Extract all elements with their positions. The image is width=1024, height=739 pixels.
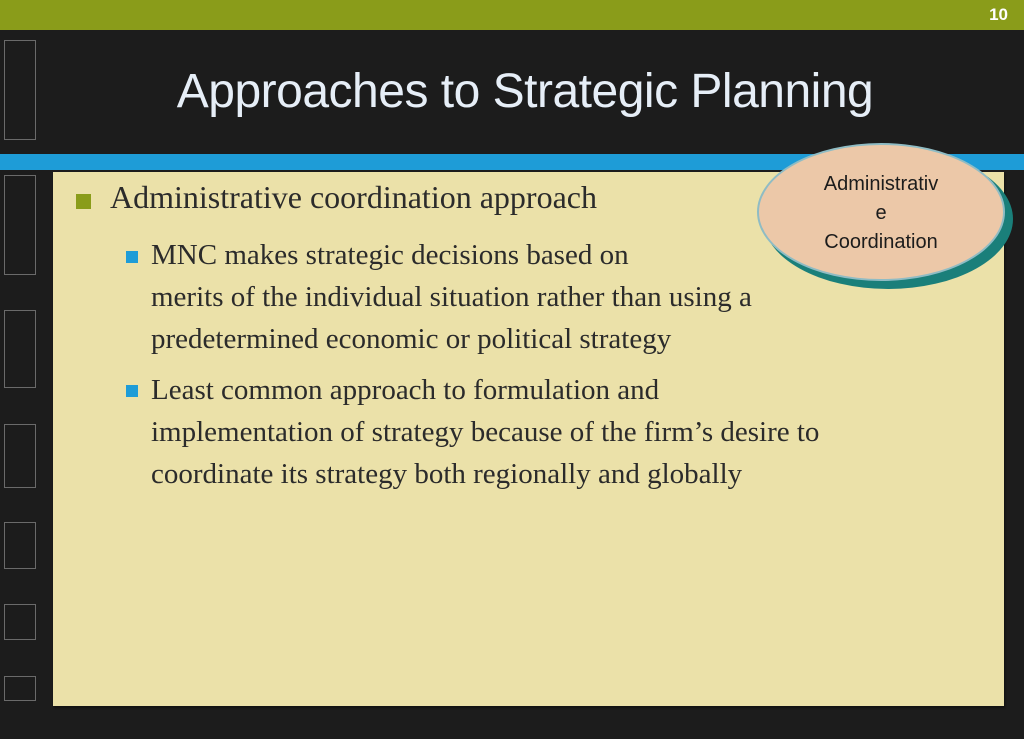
side-decoration-box — [4, 676, 36, 701]
title-area — [0, 30, 1024, 154]
top-accent-bar — [0, 0, 1024, 30]
sub-bullet-2 — [151, 369, 981, 495]
callout-line: e — [875, 202, 887, 224]
side-decoration-box — [4, 424, 36, 488]
sub-bullet-line: merits of the individual situation rather than using a — [151, 281, 752, 313]
bullet-square-icon — [76, 194, 91, 209]
bullet-square-icon — [126, 251, 138, 263]
callout-line: Coordination — [824, 231, 938, 253]
bullet-heading: Administrative coordination approach — [110, 179, 597, 215]
side-decoration-box — [4, 175, 36, 275]
side-decoration-box — [4, 604, 36, 640]
slide-title: Approaches to Strategic Planning — [176, 65, 874, 118]
side-decoration-box — [4, 40, 36, 140]
sub-bullet-line: predetermined economic or political strategy — [151, 323, 672, 355]
slide-number: 10 — [989, 5, 1008, 24]
bullet-square-icon — [126, 385, 138, 397]
callout-line: Administrativ — [823, 173, 939, 195]
sub-bullet-line: Least common approach to formulation and — [151, 374, 660, 406]
callout-label — [800, 170, 962, 257]
side-decoration-box — [4, 310, 36, 388]
sub-bullet-line: MNC makes strategic decisions based on — [151, 239, 629, 271]
side-decoration-box — [4, 522, 36, 569]
sub-bullet-line: coordinate its strategy both regionally and globally — [151, 458, 743, 490]
sub-bullet-line: implementation of strategy because of the firm’s desire to — [151, 416, 820, 448]
